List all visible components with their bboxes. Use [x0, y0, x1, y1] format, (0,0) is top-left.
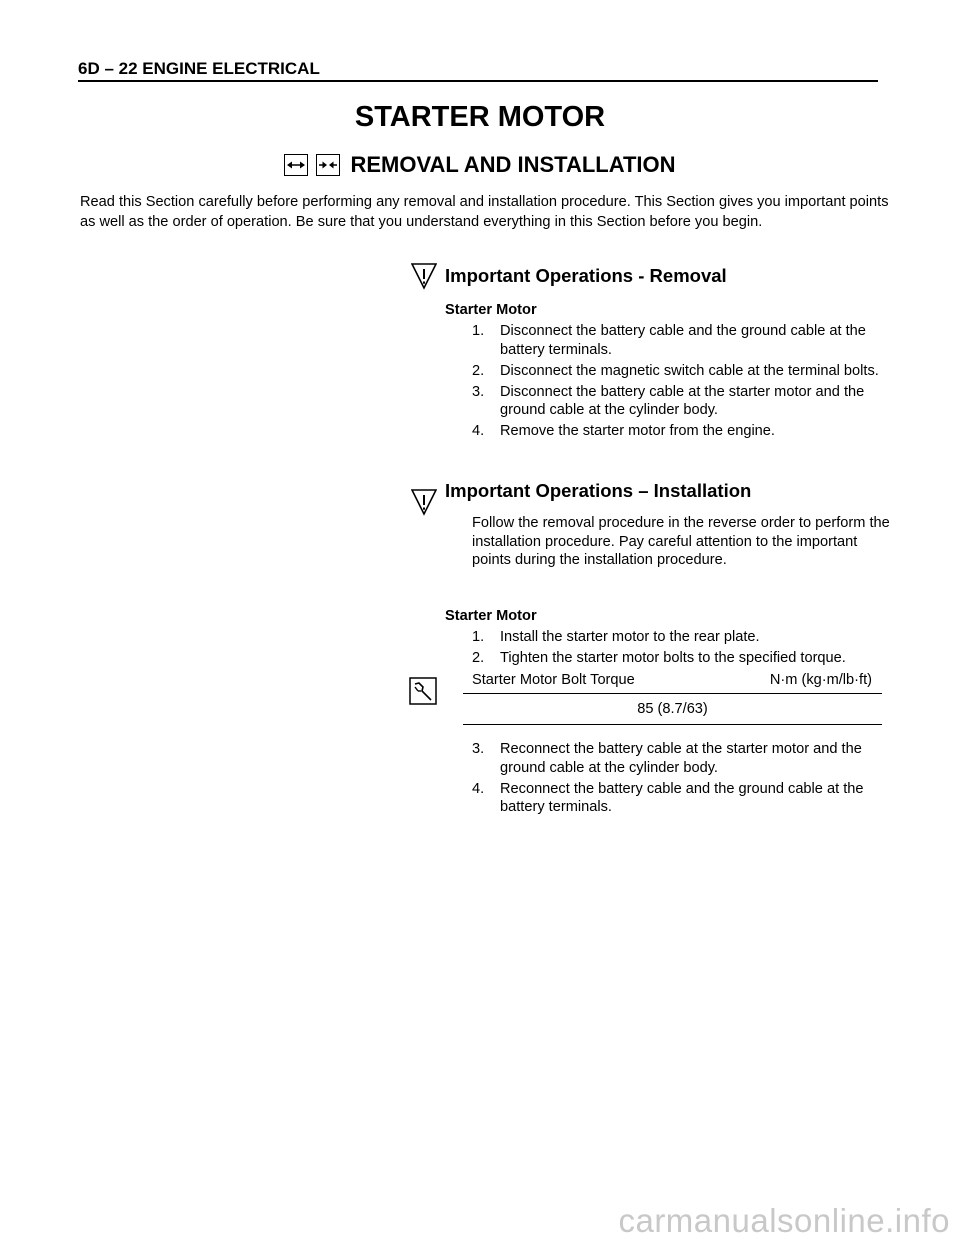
step-number: 2. [472, 362, 485, 379]
subtitle-row [0, 148, 960, 182]
list-item [472, 649, 892, 668]
torque-label: Starter Motor Bolt Torque [472, 672, 635, 688]
list-item [472, 362, 892, 381]
watermark: carmanualsonline.info [618, 1202, 950, 1239]
step-number: 3. [472, 741, 485, 757]
step-number: 4. [472, 780, 485, 797]
step-number: 1. [472, 323, 485, 339]
removal-steps [472, 322, 892, 443]
step-text: Disconnect the magnetic switch cable at the terminal bolts. [500, 362, 879, 379]
warning-triangle-icon [411, 262, 437, 290]
list-item [472, 740, 892, 777]
installation-steps-b [472, 740, 892, 819]
warning-triangle-icon [411, 488, 437, 516]
installation-heading: Important Operations – Installation [445, 480, 752, 501]
step-text: Disconnect the battery cable and the ground cable at the battery terminals. [500, 323, 866, 358]
removal-heading: Important Operations - Removal [445, 265, 727, 286]
wrench-icon [409, 677, 437, 705]
step-text: Reconnect the battery cable and the ground cable at the battery terminals. [500, 780, 864, 815]
page-header-text: 6D – 22 ENGINE ELECTRICAL [78, 59, 320, 78]
step-number: 3. [472, 383, 485, 400]
page-title: STARTER MOTOR [354, 101, 606, 133]
torque-header-row [463, 670, 882, 694]
installation-intro: Follow the removal procedure in the reverse order to perform the installation procedure. Pay careful attention to the important points during the installation procedure. [472, 515, 890, 568]
torque-unit: N·m (kg·m/lb·ft) [769, 672, 872, 688]
section-subtitle: REMOVAL AND INSTALLATION [350, 152, 676, 177]
step-number: 4. [472, 423, 485, 439]
list-item [472, 780, 892, 817]
page-header [78, 58, 878, 82]
intro-paragraph: Read this Section carefully before performing any removal and installation procedure. This Section gives you important points as well as the order of operation. Be sure that you understand everything in this Section before you begin. [80, 194, 889, 230]
list-item [472, 322, 892, 359]
step-text: Install the starter motor to the rear plate. [500, 629, 760, 645]
step-text: Reconnect the battery cable at the starter motor and the ground cable at the cylinder body. [500, 741, 862, 776]
step-number: 2. [472, 650, 485, 666]
list-item [472, 422, 892, 441]
arrows-apart-icon [284, 154, 308, 176]
arrows-together-icon [316, 154, 340, 176]
list-item [472, 628, 892, 647]
step-text: Tighten the starter motor bolts to the specified torque. [500, 650, 846, 666]
installation-subheading: Starter Motor [445, 608, 537, 624]
step-text: Disconnect the battery cable at the starter motor and the ground cable at the cylinder body. [500, 383, 865, 418]
removal-subheading: Starter Motor [445, 302, 537, 318]
installation-steps-a [472, 628, 892, 670]
step-number: 1. [472, 629, 485, 645]
list-item [472, 383, 892, 420]
step-text: Remove the starter motor from the engine. [500, 423, 775, 439]
torque-table [463, 670, 882, 725]
torque-value: 85 (8.7/63) [463, 694, 882, 725]
